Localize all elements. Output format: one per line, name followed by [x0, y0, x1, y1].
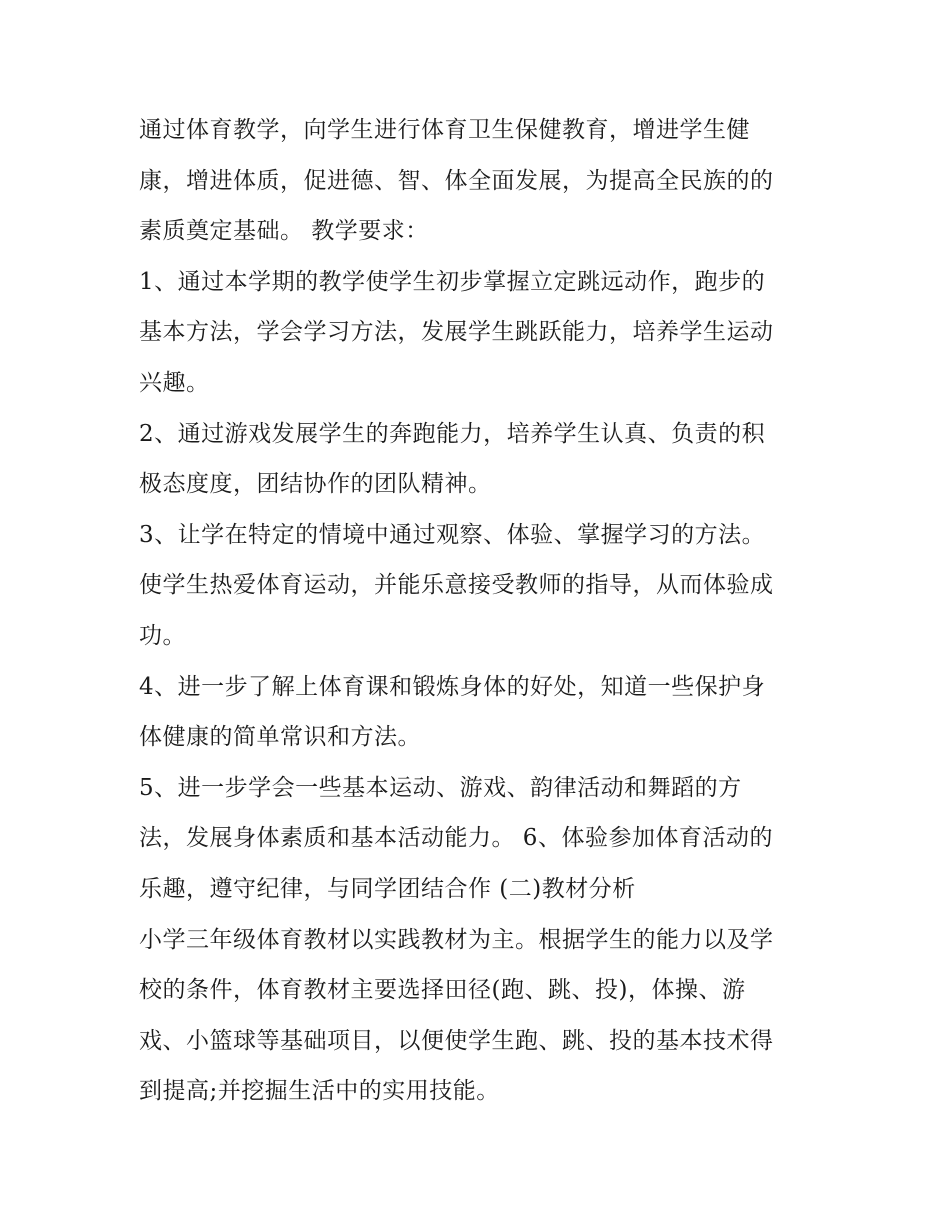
text-line: 5、进一步学会一些基本运动、游戏、韵律活动和舞蹈的方 [139, 774, 742, 801]
text-line: 极态度度，团结协作的团队精神。 [139, 471, 492, 498]
text-line: 1、通过本学期的教学使学生初步掌握立定跳远动作，跑步的 [139, 268, 766, 295]
text-line: 功。 [139, 622, 186, 649]
document-body [139, 105, 829, 1117]
text-line: 校的条件，体育教材主要选择田径(跑、跳、投)，体操、游 [139, 977, 746, 1004]
text-line: 小学三年级体育教材以实践教材为主。根据学生的能力以及学 [139, 926, 774, 953]
text-line: 兴趣。 [139, 369, 210, 396]
text-line: 乐趣，遵守纪律，与同学团结合作 (二)教材分析 [139, 875, 636, 902]
text-line: 3、让学在特定的情境中通过观察、体验、掌握学习的方法。 [139, 521, 766, 548]
text-line: 戏、小篮球等基础项目，以便使学生跑、跳、投的基本技术得 [139, 1027, 774, 1054]
text-line: 4、进一步了解上体育课和锻炼身体的好处，知道一些保护身 [139, 673, 766, 700]
text-line: 法，发展身体素质和基本活动能力。 6、体验参加体育活动的 [139, 825, 773, 852]
text-line: 使学生热爱体育运动，并能乐意接受教师的指导，从而体验成 [139, 572, 774, 599]
text-line: 素质奠定基础。 教学要求： [139, 218, 429, 245]
text-line: 体健康的简单常识和方法。 [139, 724, 421, 751]
text-line: 到提高;并挖掘生活中的实用技能。 [139, 1078, 500, 1105]
text-line: 2、通过游戏发展学生的奔跑能力，培养学生认真、负责的积 [139, 420, 766, 447]
text-line: 通过体育教学，向学生进行体育卫生保健教育，增进学生健 [139, 117, 750, 143]
text-line: 康，增进体质，促进德、智、体全面发展，为提高全民族的的 [139, 167, 774, 194]
text-line: 基本方法，学会学习方法，发展学生跳跃能力，培养学生运动 [139, 319, 774, 346]
